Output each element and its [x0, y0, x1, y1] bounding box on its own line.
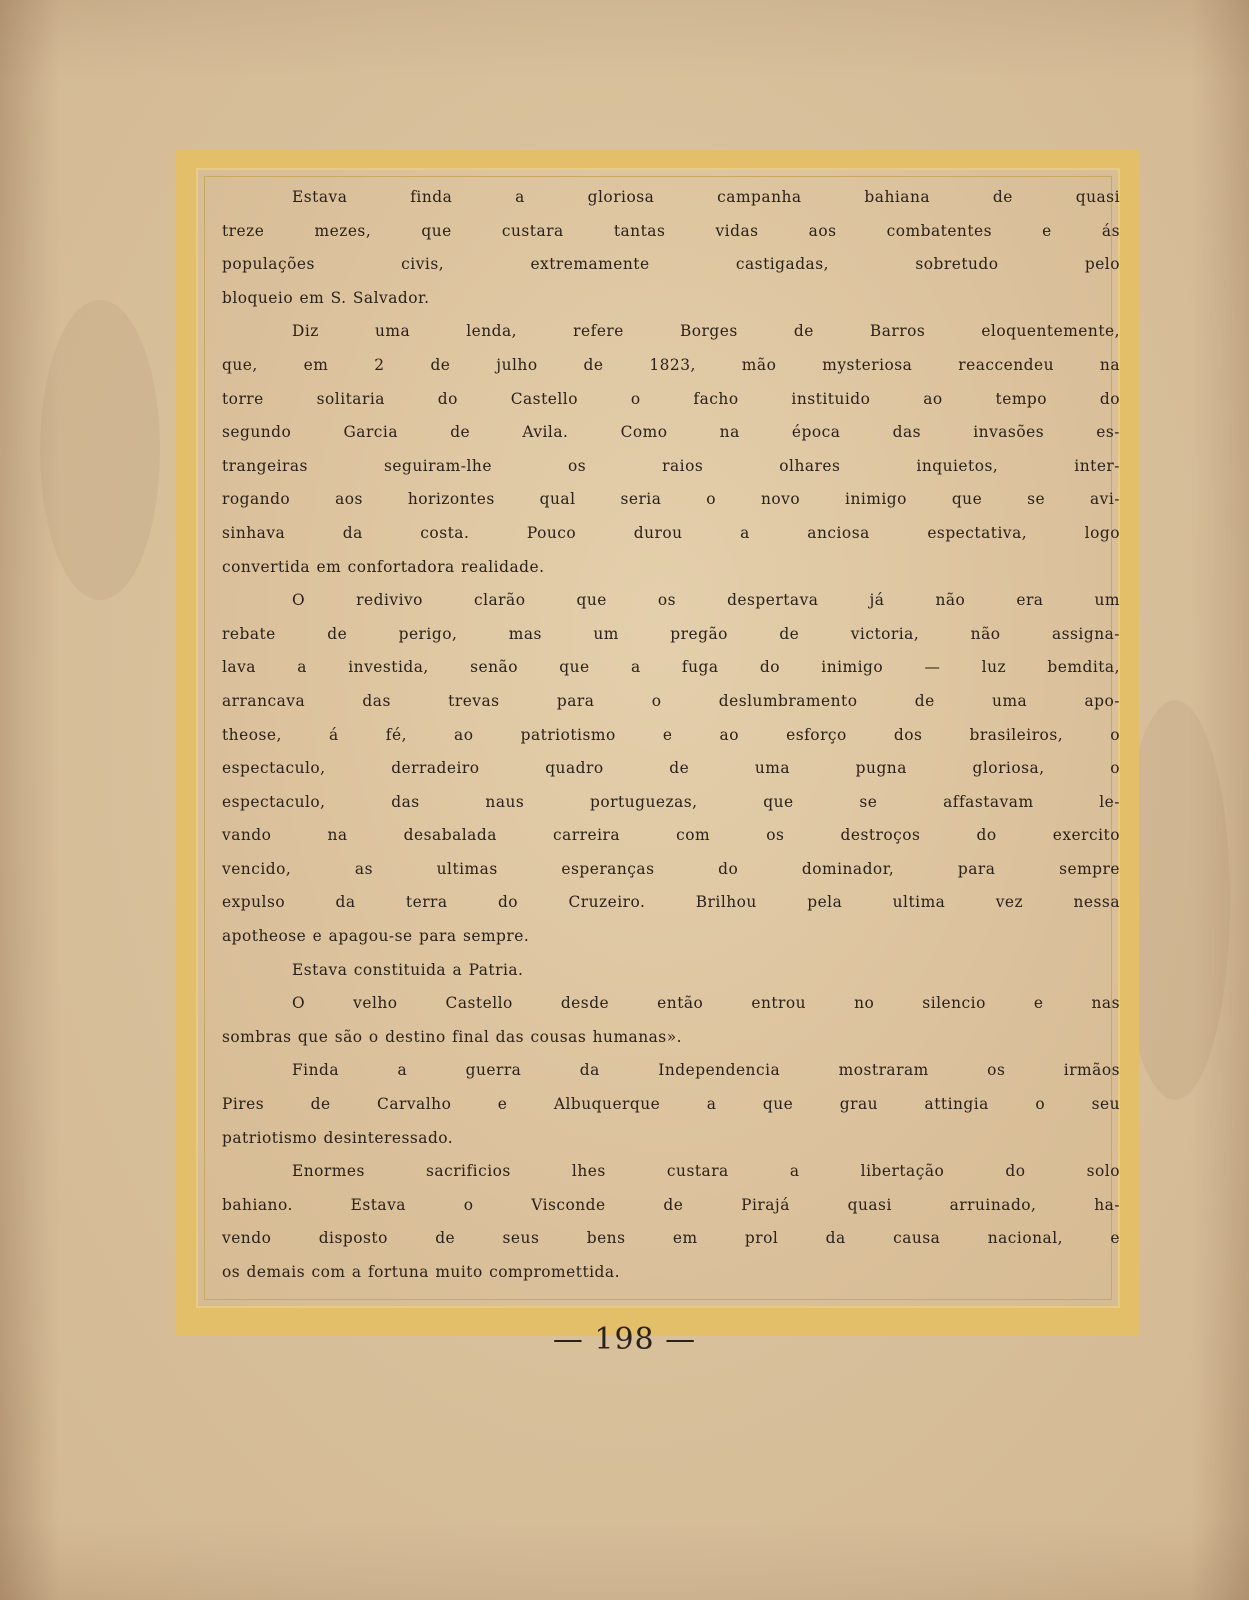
text-line: Enormes sacrificios lhes custara a libertação do solo [292, 1162, 1120, 1181]
text-line: vendo disposto de seus bens em prol da causa nacional, e [222, 1229, 1120, 1248]
text-line: apotheose e apagou-se para sempre. [222, 927, 530, 946]
text-line: theose, á fé, ao patriotismo e ao esforço dos brasileiros, o [222, 725, 1120, 744]
text-line: os demais com a fortuna muito compromettida. [222, 1263, 620, 1281]
text-line: espectaculo, derradeiro quadro de uma pugna gloriosa, o [222, 759, 1120, 778]
text-line: arrancava das trevas para o deslumbramento de uma apo- [222, 691, 1120, 710]
text-line: expulso da terra do Cruzeiro. Brilhou pela ultima vez nessa [222, 893, 1120, 912]
text-line: rebate de perigo, mas um pregão de victoria, não assigna- [222, 624, 1120, 643]
text-line: vando na desabalada carreira com os destroços do exercito [222, 826, 1120, 845]
text-line: lava a investida, senão que a fuga do inimigo — luz bemdita, [222, 658, 1120, 677]
text-line: patriotismo desinteressado. [222, 1128, 454, 1147]
text-line: bahiano. Estava o Visconde de Pirajá quasi arruinado, ha- [222, 1195, 1120, 1214]
text-line: O redivivo clarão que os despertava já não era um [292, 591, 1120, 610]
text-line: sombras que são o destino final das cousas humanas». [222, 1027, 683, 1046]
text-line: Finda a guerra da Independencia mostraram os irmãos [292, 1061, 1120, 1080]
text-line: espectaculo, das naus portuguezas, que se affastavam le- [222, 792, 1120, 811]
text-line: O velho Castello desde então entrou no silencio e nas [292, 994, 1120, 1013]
text-line: Diz uma lenda, refere Borges de Barros eloquentemente, [292, 322, 1120, 341]
text-line: treze mezes, que custara tantas vidas aos combatentes e ás [222, 221, 1120, 240]
text-line: convertida em confortadora realidade. [222, 557, 545, 576]
text-line: trangeiras seguiram-lhe os raios olhares inquietos, inter- [222, 456, 1120, 475]
text-line: que, em 2 de julho de 1823, mão mysteriosa reaccendeu na [222, 355, 1120, 374]
text-line: rogando aos horizontes qual seria o novo inimigo que se avi- [222, 490, 1120, 509]
text-line: populações civis, extremamente castigadas, sobretudo pelo [222, 255, 1120, 274]
text-line: vencido, as ultimas esperanças do dominador, para sempre [222, 859, 1120, 878]
page-number: — 198 — [552, 1322, 697, 1357]
body-text [222, 181, 1120, 1290]
text-line: torre solitaria do Castello o facho instituido ao tempo do [222, 389, 1120, 408]
text-line: Estava constituida a Patria. [292, 960, 524, 979]
text-line: segundo Garcia de Avila. Como na época das invasões es- [222, 423, 1120, 442]
text-line: Pires de Carvalho e Albuquerque a que grau attingia o seu [222, 1095, 1120, 1114]
text-line: Estava finda a gloriosa campanha bahiana de quasi [292, 188, 1120, 206]
text-line: sinhava da costa. Pouco durou a anciosa espectativa, logo [222, 523, 1120, 542]
text-line: bloqueio em S. Salvador. [222, 288, 430, 307]
paper-stain [40, 300, 160, 600]
